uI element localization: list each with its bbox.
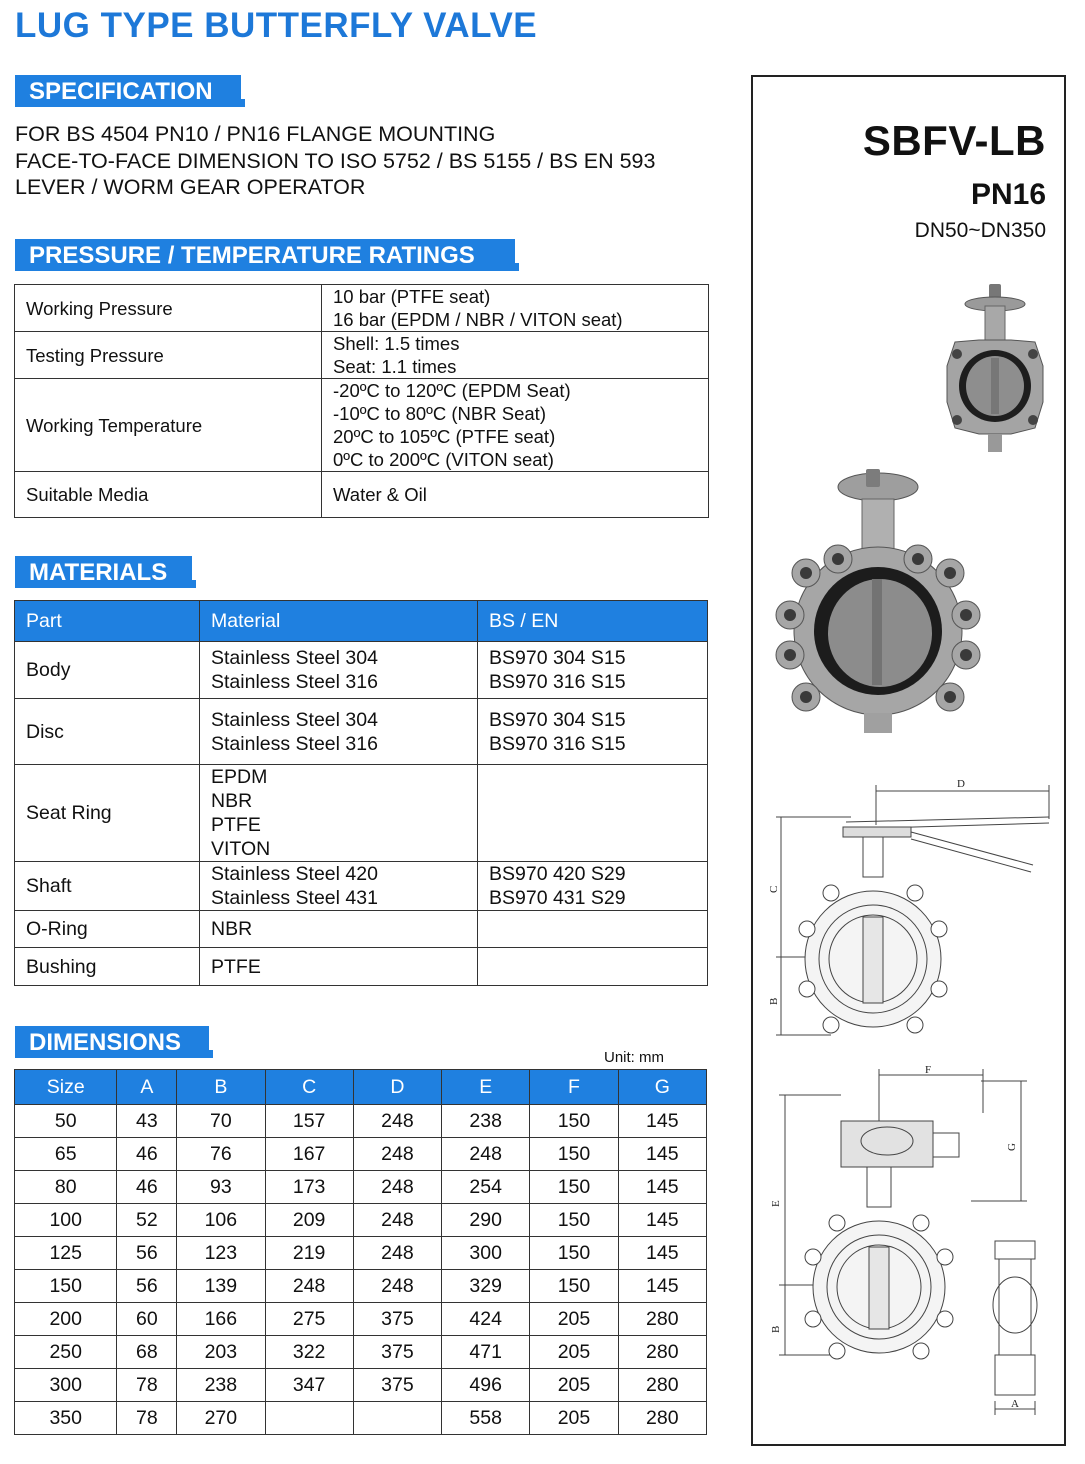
section-title-specification: SPECIFICATION: [29, 78, 213, 105]
section-tag-materials: [15, 556, 196, 588]
size-range: DN50~DN350: [914, 219, 1046, 242]
dimension-cell: 375: [353, 1369, 441, 1402]
dimension-cell: 166: [177, 1303, 265, 1336]
material-line: NBR: [211, 790, 253, 812]
rating-label: Working Pressure: [15, 285, 322, 332]
dimension-cell: 205: [530, 1369, 618, 1402]
column-header: B: [177, 1070, 265, 1105]
dimension-cell: 52: [117, 1204, 177, 1237]
dimension-cell: 56: [117, 1270, 177, 1303]
table-row: [15, 1171, 707, 1204]
valve-photo-large: [778, 465, 978, 735]
dimension-cell: 248: [353, 1204, 441, 1237]
material-cell: [200, 699, 478, 765]
table-row: [15, 699, 708, 765]
material-cell: [200, 862, 478, 911]
part-cell: O-Ring: [15, 911, 200, 948]
dimension-cell: 70: [177, 1105, 265, 1138]
material-line: Stainless Steel 420: [211, 863, 378, 885]
model-number: SBFV-LB: [862, 117, 1046, 164]
dimension-cell: 558: [442, 1402, 530, 1435]
dimension-cell: 46: [117, 1138, 177, 1171]
dimension-cell: 375: [353, 1336, 441, 1369]
dimension-cell: 145: [618, 1204, 706, 1237]
dimension-cell: 254: [442, 1171, 530, 1204]
dimension-cell: 205: [530, 1336, 618, 1369]
dimension-cell: 300: [15, 1369, 117, 1402]
dimension-cell: 56: [117, 1237, 177, 1270]
column-header: Material: [200, 601, 478, 642]
dimension-label-g: G: [1006, 1143, 1018, 1151]
table-row: [15, 862, 708, 911]
material-line: EPDM: [211, 766, 268, 788]
specification-text: [15, 121, 655, 201]
table-row: [15, 1138, 707, 1171]
column-header: BS / EN: [478, 601, 708, 642]
table-row: [15, 1369, 707, 1402]
material-line: Stainless Steel 316: [211, 671, 378, 693]
dimension-cell: 219: [265, 1237, 353, 1270]
column-header: F: [530, 1070, 618, 1105]
table-row: [15, 1270, 707, 1303]
dimension-cell: 280: [618, 1336, 706, 1369]
dimension-label-d: D: [957, 778, 965, 790]
table-row: [15, 1105, 707, 1138]
dimension-cell: 139: [177, 1270, 265, 1303]
dimensions-body: [15, 1105, 707, 1435]
dimension-label-c: C: [768, 885, 780, 893]
pressure-class: PN16: [970, 178, 1046, 211]
dimension-cell: 173: [265, 1171, 353, 1204]
rating-value: Water & Oil: [322, 472, 709, 518]
dimension-cell: 123: [177, 1237, 265, 1270]
part-cell: Body: [15, 642, 200, 699]
column-header: Size: [15, 1070, 117, 1105]
column-header: A: [117, 1070, 177, 1105]
dimension-cell: 145: [618, 1105, 706, 1138]
dimension-cell: 65: [15, 1138, 117, 1171]
dimension-cell: 78: [117, 1369, 177, 1402]
rating-value-line: Shell: 1.5 times: [333, 333, 460, 354]
material-cell: PTFE: [200, 948, 478, 986]
dimension-cell: 93: [177, 1171, 265, 1204]
dimension-cell: 248: [353, 1237, 441, 1270]
section-tag-ratings: [15, 239, 519, 271]
standard-line: BS970 304 S15: [489, 647, 626, 669]
column-header: Part: [15, 601, 200, 642]
standard-cell: [478, 911, 708, 948]
dimension-cell: 145: [618, 1237, 706, 1270]
dimension-label-b2: B: [770, 1325, 782, 1333]
materials-table: [14, 600, 708, 986]
dimension-cell: 248: [265, 1270, 353, 1303]
dimension-cell: 248: [442, 1138, 530, 1171]
material-line: Stainless Steel 304: [211, 647, 378, 669]
unit-label: Unit: mm: [604, 1049, 664, 1066]
dimension-cell: 375: [353, 1303, 441, 1336]
standard-cell: [478, 948, 708, 986]
gear-dimension-drawing: [771, 1065, 1056, 1430]
part-cell: Bushing: [15, 948, 200, 986]
dimension-cell: 280: [618, 1303, 706, 1336]
rating-value: [322, 332, 709, 379]
spec-line: FACE-TO-FACE DIMENSION TO ISO 5752 / BS 5155 / BS EN 593: [15, 148, 656, 173]
material-cell: [200, 642, 478, 699]
rating-label: Suitable Media: [15, 472, 322, 518]
table-row: [15, 948, 708, 986]
standard-line: BS970 316 S15: [489, 732, 626, 755]
dimension-cell: 145: [618, 1171, 706, 1204]
column-header: C: [265, 1070, 353, 1105]
dimension-cell: 238: [442, 1105, 530, 1138]
dimension-cell: 205: [530, 1303, 618, 1336]
rating-value-line: Seat: 1.1 times: [333, 356, 457, 377]
column-header: G: [618, 1070, 706, 1105]
dimension-cell: 300: [442, 1237, 530, 1270]
dimension-cell: 150: [530, 1204, 618, 1237]
column-header: E: [442, 1070, 530, 1105]
dimension-cell: 203: [177, 1336, 265, 1369]
dimension-cell: 280: [618, 1369, 706, 1402]
section-title-dimensions: DIMENSIONS: [29, 1029, 182, 1056]
dimension-cell: 167: [265, 1138, 353, 1171]
section-tag-specification: [15, 75, 245, 107]
rating-value-line: 0ºC to 200ºC (VITON seat): [333, 449, 554, 470]
dimension-cell: 145: [618, 1138, 706, 1171]
dimension-cell: 209: [265, 1204, 353, 1237]
spec-line: FOR BS 4504 PN10 / PN16 FLANGE MOUNTING: [15, 122, 496, 146]
dimension-cell: 347: [265, 1369, 353, 1402]
dimension-cell: 80: [15, 1171, 117, 1204]
dimension-cell: 205: [530, 1402, 618, 1435]
rating-value: [322, 379, 709, 472]
dimension-cell: 46: [117, 1171, 177, 1204]
dimension-cell: 248: [353, 1171, 441, 1204]
dimension-cell: 424: [442, 1303, 530, 1336]
column-header: D: [353, 1070, 441, 1105]
rating-label: Working Temperature: [15, 379, 322, 472]
table-row: [15, 285, 709, 332]
dimension-cell: 238: [177, 1369, 265, 1402]
dimension-cell: 150: [530, 1105, 618, 1138]
dimension-cell: 150: [530, 1138, 618, 1171]
dimension-cell: 248: [353, 1138, 441, 1171]
table-row: [15, 1402, 707, 1435]
dimension-cell: 150: [530, 1270, 618, 1303]
dimension-cell: 270: [177, 1402, 265, 1435]
dimension-cell: 50: [15, 1105, 117, 1138]
dimension-cell: 200: [15, 1303, 117, 1336]
table-row: [15, 1336, 707, 1369]
dimension-cell: 280: [618, 1402, 706, 1435]
standard-line: BS970 420 S29: [489, 863, 626, 885]
part-cell: Disc: [15, 699, 200, 765]
standard-line: BS970 316 S15: [489, 671, 626, 693]
dimensions-table: [14, 1069, 707, 1435]
dimension-cell: 248: [353, 1270, 441, 1303]
dimension-label-a: A: [1011, 1398, 1019, 1410]
table-row: [15, 472, 709, 518]
part-cell: Seat Ring: [15, 765, 200, 862]
dimension-cell: 78: [117, 1402, 177, 1435]
dimension-cell: 157: [265, 1105, 353, 1138]
page-title: LUG TYPE BUTTERFLY VALVE: [15, 6, 538, 45]
dimension-cell: 322: [265, 1336, 353, 1369]
dimension-cell: 329: [442, 1270, 530, 1303]
rating-value-line: 10 bar (PTFE seat): [333, 286, 491, 307]
table-row: [15, 911, 708, 948]
dimension-cell: [265, 1402, 353, 1435]
standard-line: BS970 431 S29: [489, 887, 626, 909]
material-line: Stainless Steel 431: [211, 887, 378, 909]
material-line: Stainless Steel 304: [211, 708, 378, 731]
dimension-cell: 150: [530, 1171, 618, 1204]
table-row: [15, 1237, 707, 1270]
table-row: [15, 379, 709, 472]
dimension-label-f: F: [925, 1064, 932, 1076]
material-line: VITON: [211, 838, 271, 860]
dimension-cell: 106: [177, 1204, 265, 1237]
standard-cell: [478, 699, 708, 765]
material-line: Stainless Steel 316: [211, 732, 378, 755]
lever-dimension-drawing: [768, 777, 1056, 1042]
part-cell: Shaft: [15, 862, 200, 911]
section-title-ratings: PRESSURE / TEMPERATURE RATINGS: [29, 242, 475, 269]
dimension-cell: 76: [177, 1138, 265, 1171]
standard-cell: [478, 642, 708, 699]
table-row: [15, 1204, 707, 1237]
dimension-cell: 290: [442, 1204, 530, 1237]
dimension-cell: 248: [353, 1105, 441, 1138]
valve-photo-small: [941, 282, 1049, 454]
table-row: [15, 332, 709, 379]
dimension-label-e: E: [770, 1200, 782, 1207]
dimension-cell: 250: [15, 1336, 117, 1369]
dimension-cell: 350: [15, 1402, 117, 1435]
dimension-cell: 471: [442, 1336, 530, 1369]
section-tag-dimensions: [15, 1026, 213, 1058]
section-title-materials: MATERIALS: [29, 559, 168, 586]
dimension-cell: 100: [15, 1204, 117, 1237]
material-cell: NBR: [200, 911, 478, 948]
table-header-row: [15, 1070, 707, 1105]
standard-cell: [478, 862, 708, 911]
table-row: [15, 642, 708, 699]
spec-line: LEVER / WORM GEAR OPERATOR: [15, 175, 366, 199]
standard-cell: [478, 765, 708, 862]
rating-value-line: 20ºC to 105ºC (PTFE seat): [333, 426, 556, 447]
table-header-row: [15, 601, 708, 642]
dimension-cell: 150: [15, 1270, 117, 1303]
dimension-cell: 150: [530, 1237, 618, 1270]
standard-line: BS970 304 S15: [489, 708, 626, 731]
product-panel: [751, 75, 1066, 1446]
dimension-cell: 43: [117, 1105, 177, 1138]
table-row: [15, 765, 708, 862]
material-cell: [200, 765, 478, 862]
rating-value-line: -20ºC to 120ºC (EPDM Seat): [333, 380, 571, 401]
rating-value-line: -10ºC to 80ºC (NBR Seat): [333, 403, 546, 424]
ratings-table: [14, 284, 709, 518]
dimension-cell: 275: [265, 1303, 353, 1336]
dimension-cell: 125: [15, 1237, 117, 1270]
dimension-cell: 496: [442, 1369, 530, 1402]
rating-value: [322, 285, 709, 332]
table-row: [15, 1303, 707, 1336]
dimension-cell: [353, 1402, 441, 1435]
dimension-cell: 145: [618, 1270, 706, 1303]
rating-label: Testing Pressure: [15, 332, 322, 379]
dimension-cell: 60: [117, 1303, 177, 1336]
dimension-cell: 68: [117, 1336, 177, 1369]
material-line: PTFE: [211, 814, 261, 836]
rating-value-line: 16 bar (EPDM / NBR / VITON seat): [333, 309, 623, 330]
dimension-label-b: B: [768, 997, 780, 1005]
